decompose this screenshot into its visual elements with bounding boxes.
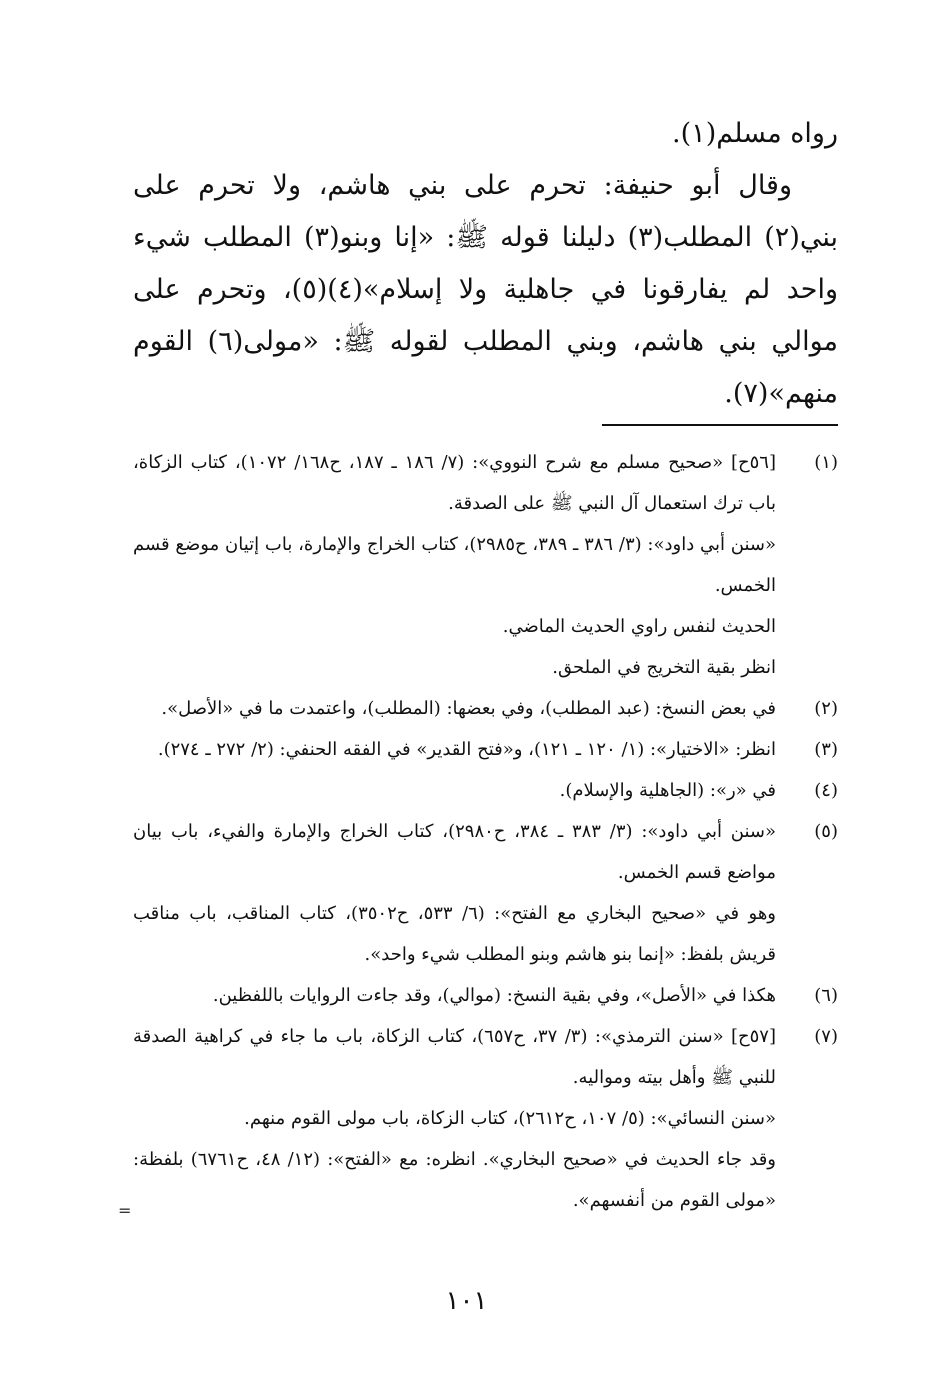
- footnote-line: في بعض النسخ: (عبد المطلب)، وفي بعضها: (المطلب)، واعتمدت ما في «الأصل».: [161, 698, 776, 719]
- footnote-line: انظر بقية التخريج في الملحق.: [552, 657, 776, 678]
- footnote-line: «سنن أبي داود»: (٣/ ٣٨٦ ـ ٣٨٩، ح٢٩٨٥)، كتاب الخراج والإمارة، باب إتيان موضع قسم الخمس.: [133, 534, 777, 596]
- footnote-number: (٥): [814, 821, 838, 842]
- footnote-line: انظر: «الاختيار»: (١/ ١٢٠ ـ ١٢١)، و«فتح القدير» في الفقه الحنفي: (٢/ ٢٧٢ ـ ٢٧٤).: [157, 739, 776, 760]
- footnote-number: (٤): [814, 780, 838, 801]
- footnote-6: [133, 975, 838, 1016]
- footnote-3: [133, 729, 838, 770]
- footnote-4: [133, 770, 838, 811]
- continuation-mark: =: [118, 1201, 132, 1220]
- footnote-line: وقد جاء الحديث في «صحيح البخاري». انظره: مع «الفتح»: (١٢/ ٤٨، ح٦٧٦١) بلفظة: «مولى القوم من أنفسهم».: [133, 1149, 776, 1211]
- footnote-line: [٥٦ح] «صحيح مسلم مع شرح النووي»: (٧/ ١٨٦ ـ ١٨٧، ح١٦٨/ ١٠٧٢)، كتاب الزكاة، باب ترك استعمال آل النبي ﷺ على الصدقة.: [133, 452, 777, 514]
- main-text-body: [133, 108, 838, 420]
- footnote-7: [133, 1016, 838, 1221]
- footnote-number: (١): [814, 452, 838, 473]
- footnote-number: (٧): [814, 1026, 838, 1047]
- footnotes-section: [133, 442, 838, 1221]
- footnote-number: (٦): [814, 985, 838, 1006]
- main-paragraph-2: وقال أبو حنيفة: تحرم على بني هاشم، ولا تحرم على بني(٢) المطلب(٣) دليلنا قوله ﷺ: «إنا وبنو(٣) المطلب شيء واحد لم يفارقونا في جاهلية ولا إسلام»(٤)(٥)، وتحرم على موالي بني هاشم، وبني المطلب لقوله ﷺ: «مولى(٦) القوم منهم»(٧).: [133, 170, 839, 409]
- footnote-number: (٢): [814, 698, 838, 719]
- footnote-2: [133, 688, 838, 729]
- footnote-line: «سنن النسائي»: (٥/ ١٠٧، ح٢٦١٢)، كتاب الزكاة، باب مولى القوم منهم.: [244, 1108, 776, 1129]
- footnote-line: هكذا في «الأصل»، وفي بقية النسخ: (موالي)، وقد جاءت الروايات باللفظين.: [212, 985, 776, 1006]
- footnote-line: وهو في «صحيح البخاري مع الفتح»: (٦/ ٥٣٣، ح٣٥٠٢)، كتاب المناقب، باب مناقب قريش بلفظ: «إنما بنو هاشم وبنو المطلب شيء واحد».: [133, 903, 777, 965]
- footnote-line: [٥٧ح] «سنن الترمذي»: (٣/ ٣٧، ح٦٥٧)، كتاب الزكاة، باب ما جاء في كراهية الصدقة للنبي ﷺ وأهل بيته ومواليه.: [133, 1026, 776, 1088]
- page-number: ١٠١: [445, 1286, 488, 1316]
- main-paragraph-1: رواه مسلم(١).: [672, 118, 838, 149]
- footnote-1: [133, 442, 838, 688]
- footnote-line: «سنن أبي داود»: (٣/ ٣٨٣ ـ ٣٨٤، ح٢٩٨٠)، كتاب الخراج والإمارة والفيء، باب بيان مواضع قسم الخمس.: [133, 821, 777, 883]
- footnote-line: الحديث لنفس راوي الحديث الماضي.: [502, 616, 776, 637]
- footnote-line: في «ر»: (الجاهلية والإسلام).: [559, 780, 776, 801]
- footnote-separator: [602, 424, 838, 426]
- footnote-5: [133, 811, 838, 975]
- footnote-number: (٣): [814, 739, 838, 760]
